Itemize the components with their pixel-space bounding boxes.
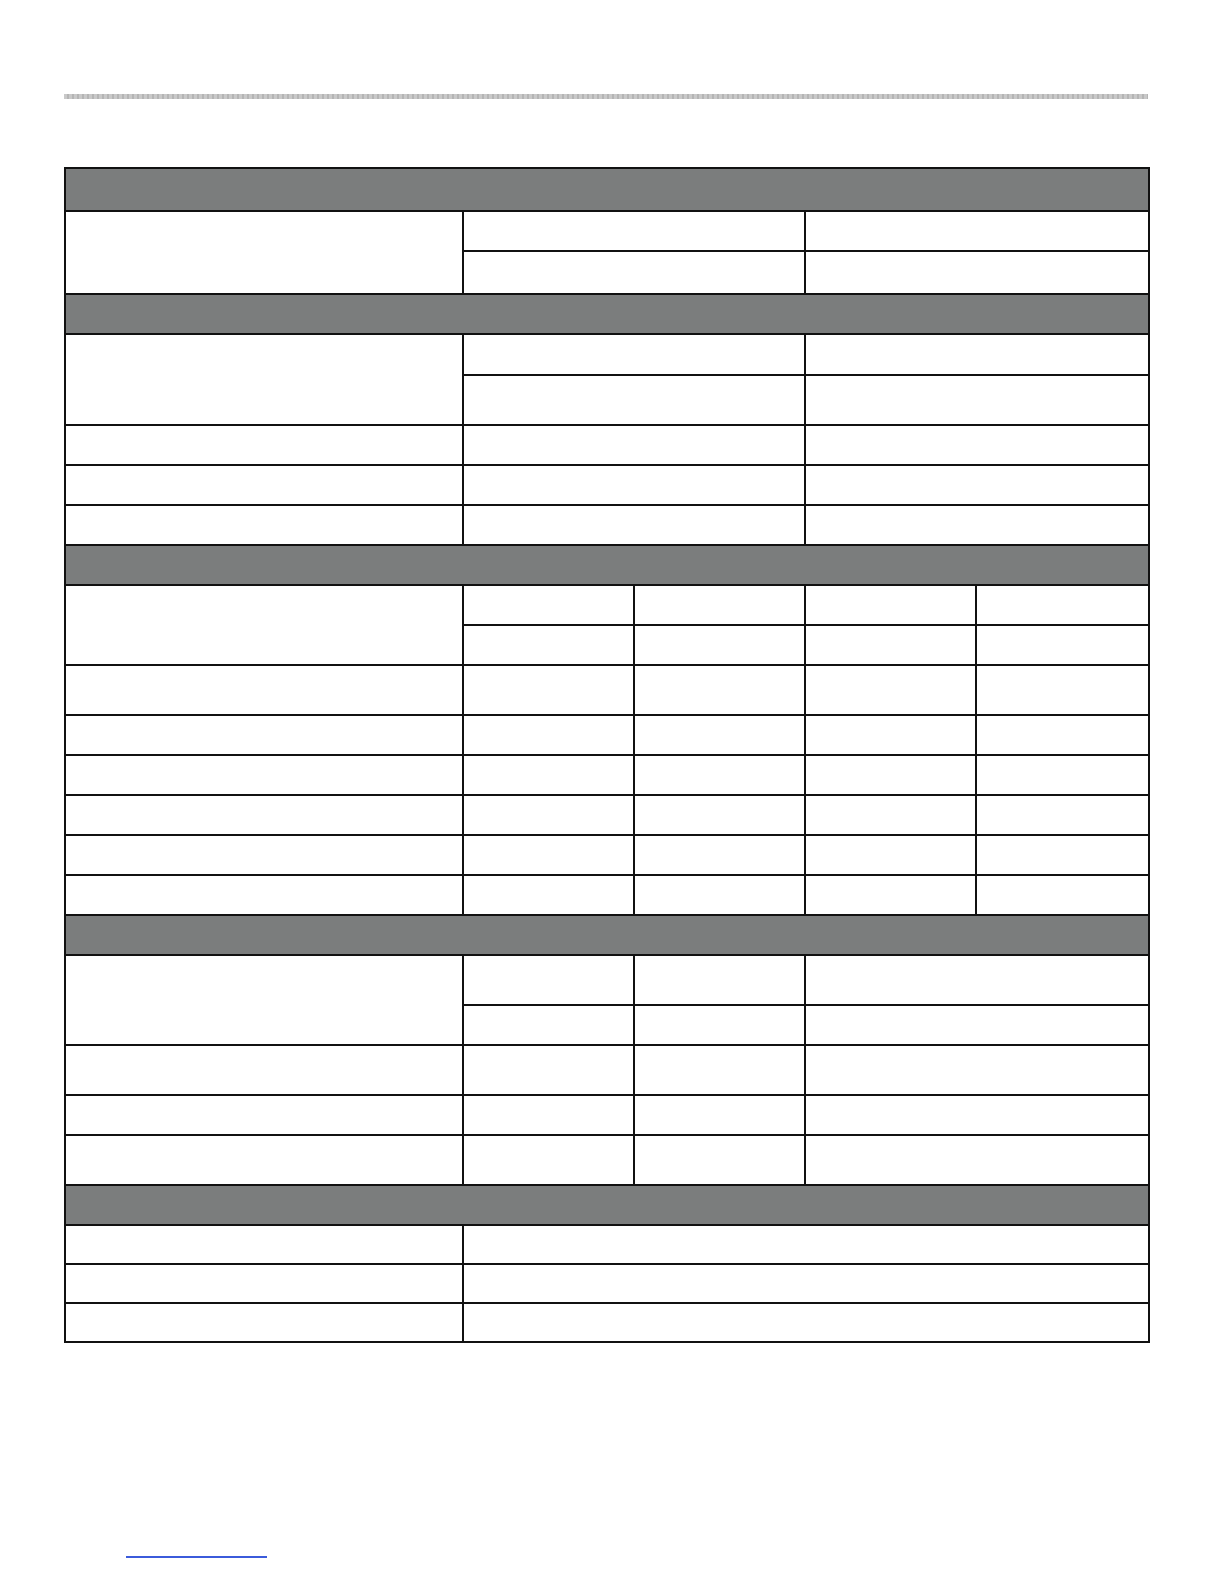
- row-label-cell: [65, 1045, 463, 1095]
- table-cell: [976, 795, 1149, 835]
- section-3-header: [65, 545, 1149, 585]
- table-cell: [634, 1095, 805, 1135]
- table-row: [65, 875, 1149, 915]
- row-label-cell: [65, 755, 463, 795]
- row-label-cell: [65, 425, 463, 465]
- row-label-cell: [65, 835, 463, 875]
- table-cell: [463, 665, 634, 715]
- section-4-header: [65, 915, 1149, 955]
- section-2-header: [65, 294, 1149, 334]
- table-cell: [976, 625, 1149, 665]
- table-cell: [976, 715, 1149, 755]
- table-cell: [805, 715, 976, 755]
- table-cell: [463, 1005, 634, 1045]
- row-label-cell: [65, 665, 463, 715]
- row-label-cell: [65, 1264, 463, 1303]
- row-label-cell: [65, 875, 463, 915]
- table-cell: [976, 665, 1149, 715]
- section-header-row: [65, 294, 1149, 334]
- row-label-cell: [65, 955, 463, 1045]
- row-label-cell: [65, 1135, 463, 1185]
- table-cell: [463, 955, 634, 1005]
- section-5-header: [65, 1185, 1149, 1225]
- table-cell: [463, 1045, 634, 1095]
- table-cell: [634, 955, 805, 1005]
- table-cell: [463, 625, 634, 665]
- table-cell: [463, 755, 634, 795]
- table-cell: [463, 251, 805, 294]
- table-cell: [805, 955, 1149, 1005]
- table-row: [65, 585, 1149, 625]
- table-row: [65, 1135, 1149, 1185]
- table-row: [65, 1095, 1149, 1135]
- row-label-cell: [65, 211, 463, 294]
- table-cell: [805, 1095, 1149, 1135]
- table-cell: [463, 1225, 1149, 1264]
- table-cell: [463, 715, 634, 755]
- table-cell: [805, 1005, 1149, 1045]
- table-cell: [463, 1095, 634, 1135]
- table-cell: [805, 665, 976, 715]
- row-label-cell: [65, 1225, 463, 1264]
- table-row: [65, 334, 1149, 375]
- table-cell: [805, 1045, 1149, 1095]
- table-cell: [463, 835, 634, 875]
- table-cell: [463, 1135, 634, 1185]
- table-cell: [463, 585, 634, 625]
- table-cell: [805, 835, 976, 875]
- table-row: [65, 715, 1149, 755]
- table-row: [65, 1225, 1149, 1264]
- table-cell: [805, 795, 976, 835]
- section-header-row: [65, 168, 1149, 211]
- row-label-cell: [65, 1095, 463, 1135]
- row-label-cell: [65, 1303, 463, 1342]
- table-cell: [805, 334, 1149, 375]
- table-row: [65, 665, 1149, 715]
- table-cell: [463, 211, 805, 251]
- table-cell: [976, 875, 1149, 915]
- row-label-cell: [65, 334, 463, 425]
- table-cell: [805, 755, 976, 795]
- row-label-cell: [65, 505, 463, 545]
- table-cell: [976, 585, 1149, 625]
- table-cell: [634, 835, 805, 875]
- table-row: [65, 1045, 1149, 1095]
- table-cell: [463, 1264, 1149, 1303]
- table-cell: [634, 1045, 805, 1095]
- table-cell: [634, 755, 805, 795]
- row-label-cell: [65, 715, 463, 755]
- table-cell: [805, 875, 976, 915]
- table-row: [65, 835, 1149, 875]
- table-row: [65, 465, 1149, 505]
- table-cell: [805, 425, 1149, 465]
- table-row: [65, 211, 1149, 251]
- table-cell: [805, 1135, 1149, 1185]
- table-row: [65, 955, 1149, 1005]
- table-cell: [805, 251, 1149, 294]
- table-cell: [976, 835, 1149, 875]
- section-header-row: [65, 915, 1149, 955]
- table-cell: [634, 1135, 805, 1185]
- table-cell: [634, 1005, 805, 1045]
- top-rule: [64, 94, 1148, 99]
- table-row: [65, 1303, 1149, 1342]
- section-header-row: [65, 545, 1149, 585]
- table-cell: [634, 715, 805, 755]
- footer-link-underline[interactable]: [126, 1556, 267, 1558]
- section-1-header: [65, 168, 1149, 211]
- table-cell: [805, 375, 1149, 425]
- table-cell: [634, 665, 805, 715]
- table-cell: [634, 795, 805, 835]
- table-cell: [463, 375, 805, 425]
- table-cell: [463, 334, 805, 375]
- table-cell: [805, 211, 1149, 251]
- table-cell: [463, 1303, 1149, 1342]
- table-cell: [805, 465, 1149, 505]
- table-row: [65, 1264, 1149, 1303]
- section-header-row: [65, 1185, 1149, 1225]
- row-label-cell: [65, 465, 463, 505]
- table-cell: [463, 465, 805, 505]
- row-label-cell: [65, 585, 463, 665]
- table-row: [65, 505, 1149, 545]
- table-cell: [463, 505, 805, 545]
- table-cell: [463, 425, 805, 465]
- table-cell: [805, 625, 976, 665]
- table-cell: [634, 875, 805, 915]
- table-cell: [805, 585, 976, 625]
- table-cell: [634, 585, 805, 625]
- spec-table: [64, 167, 1150, 1343]
- table-cell: [976, 755, 1149, 795]
- table-row: [65, 795, 1149, 835]
- table-cell: [463, 795, 634, 835]
- table-cell: [805, 505, 1149, 545]
- table-row: [65, 425, 1149, 465]
- row-label-cell: [65, 795, 463, 835]
- table-cell: [463, 875, 634, 915]
- table-row: [65, 755, 1149, 795]
- table-cell: [634, 625, 805, 665]
